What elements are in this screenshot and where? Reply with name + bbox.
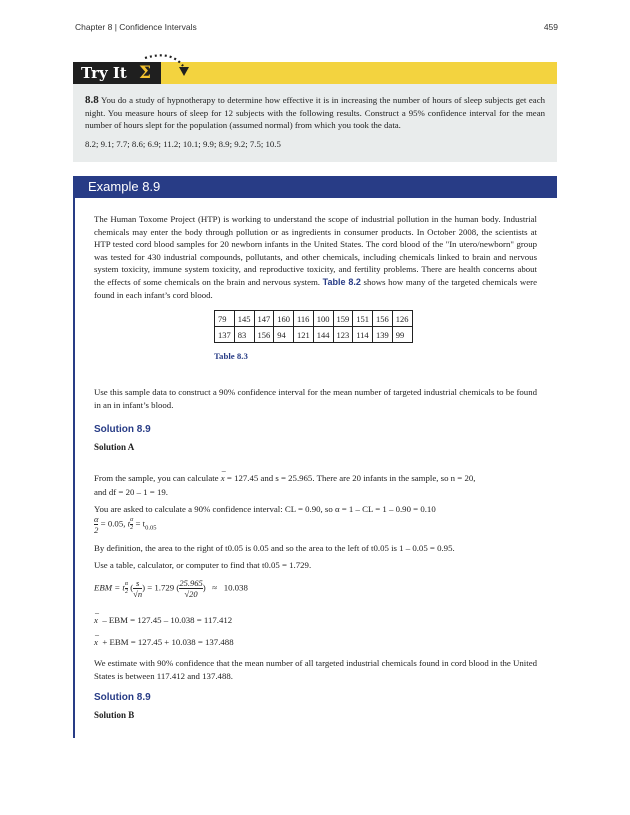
solution-heading-a: Solution 8.9 [94, 424, 151, 435]
table-cell: 145 [234, 311, 254, 327]
calc-line-1: From the sample, you can calculate – x = 127.45 and s = 25.965. There are 20 infants in the sample, so n = 20, [94, 472, 537, 485]
ebm-formula: EBM = t $\frac{\alpha}{2}$ ( $\frac{s}{√n}$ ) = 1.729 ( $\frac{25.965}{√20}$ ) ≈ 10.038 [94, 578, 248, 599]
lower-bound: – x – EBM = 127.45 – 10.038 = 117.412 [94, 614, 537, 627]
table-line: Use a table, calculator, or computer to find that t0.05 = 1.729. [94, 560, 312, 570]
sigma-icon: Σ [139, 63, 152, 83]
conclusion: We estimate with 90% confidence that the mean number of all targeted industrial chemicals found in cord blood in the United States is between 117.412 and 137.488. [94, 658, 537, 681]
table-cell: 83 [234, 327, 254, 343]
alpha-half-line: $\frac{\alpha}{2}$ = 0.05, t $\frac{\alpha}{2}$ = $t_{0.05}$ [94, 514, 157, 535]
example-title: Example 8.9 [73, 176, 557, 198]
try-it-label: Try It Σ [73, 62, 161, 84]
upper-bound: – x + EBM = 127.45 + 10.038 = 137.488 [94, 636, 537, 649]
x-bar-symbol: – x [221, 472, 225, 485]
solution-subheading-a: Solution A [94, 442, 135, 452]
table-cell: 151 [353, 311, 373, 327]
solution-heading-b: Solution 8.9 [94, 692, 151, 703]
chemicals-table [214, 310, 413, 343]
running-header: Chapter 8 | Confidence Intervals [75, 22, 197, 32]
example-intro: The Human Toxome Project (HTP) is working to understand the scope of industrial pollution in the human body. Industrial chemicals may enter the body through pollution or as ingredients in consumer products. In October 2008, the scientists at HTP tested cord blood samples for 20 newborn infants in the United States. The cord blood of the "In utero/newborn" group was tested for 430 industrial compounds, pollutants, and other chemicals, including chemicals linked to brain and nervous system toxicity, immune system toxicity, and reproductive toxicity, and fertility problems. There are health concerns about the effects of some chemicals on the brain and nervous system. Table 8.2 shows how many of the targeted chemicals were found in each infant’s cord blood. [94, 214, 538, 300]
page-number: 459 [543, 22, 558, 32]
calc-line-2: and df = 20 – 1 = 19. [94, 487, 168, 497]
try-it-box [73, 84, 557, 162]
table-cell: 79 [215, 311, 235, 327]
dotted-arrow-icon [143, 52, 193, 80]
table-cell: 144 [313, 327, 333, 343]
table-cell: 156 [254, 327, 274, 343]
table-cell: 94 [274, 327, 294, 343]
try-it-data: 8.2; 9.1; 7.7; 8.6; 6.9; 11.2; 10.1; 9.9; 8.9; 9.2; 7.5; 10.5 [85, 139, 281, 149]
area-line: By definition, the area to the right of t0.05 is 0.05 and so the area to the left of t0.05 is 1 – 0.05 = 0.95. [94, 543, 455, 553]
task-text: Use this sample data to construct a 90% confidence interval for the mean number of targeted industrial chemicals to be found in an in infant’s blood. [94, 387, 537, 410]
table-cell: 137 [215, 327, 235, 343]
example-left-rule [73, 198, 75, 738]
table-cell: 159 [333, 311, 353, 327]
try-it-text: 8.8 You do a study of hypnotherapy to determine how effective it is in increasing the number of hours of sleep subjects get each night. You measure hours of sleep for 12 subjects with the following results. Construct a 95% confidence interval for the mean number of hours slept for the population (assumed normal) from which you took the data. [85, 94, 546, 131]
table-cell: 116 [294, 311, 314, 327]
table-cell: 147 [254, 311, 274, 327]
table-cell: 99 [392, 327, 412, 343]
table-row [215, 311, 413, 327]
table-caption: Table 8.3 [214, 351, 248, 361]
table-cell: 160 [274, 311, 294, 327]
table-cell: 100 [313, 311, 333, 327]
table-link[interactable]: Table 8.2 [322, 276, 361, 287]
table-cell: 123 [333, 327, 353, 343]
table-cell: 121 [294, 327, 314, 343]
table-cell: 126 [392, 311, 412, 327]
table-cell: 114 [353, 327, 373, 343]
table-cell: 139 [373, 327, 393, 343]
confidence-line: You are asked to calculate a 90% confidence interval: CL = 0.90, so α = 1 – CL = 1 – 0.90 = 0.10 [94, 504, 436, 514]
table-row [215, 327, 413, 343]
solution-subheading-b: Solution B [94, 710, 135, 720]
table-cell: 156 [373, 311, 393, 327]
